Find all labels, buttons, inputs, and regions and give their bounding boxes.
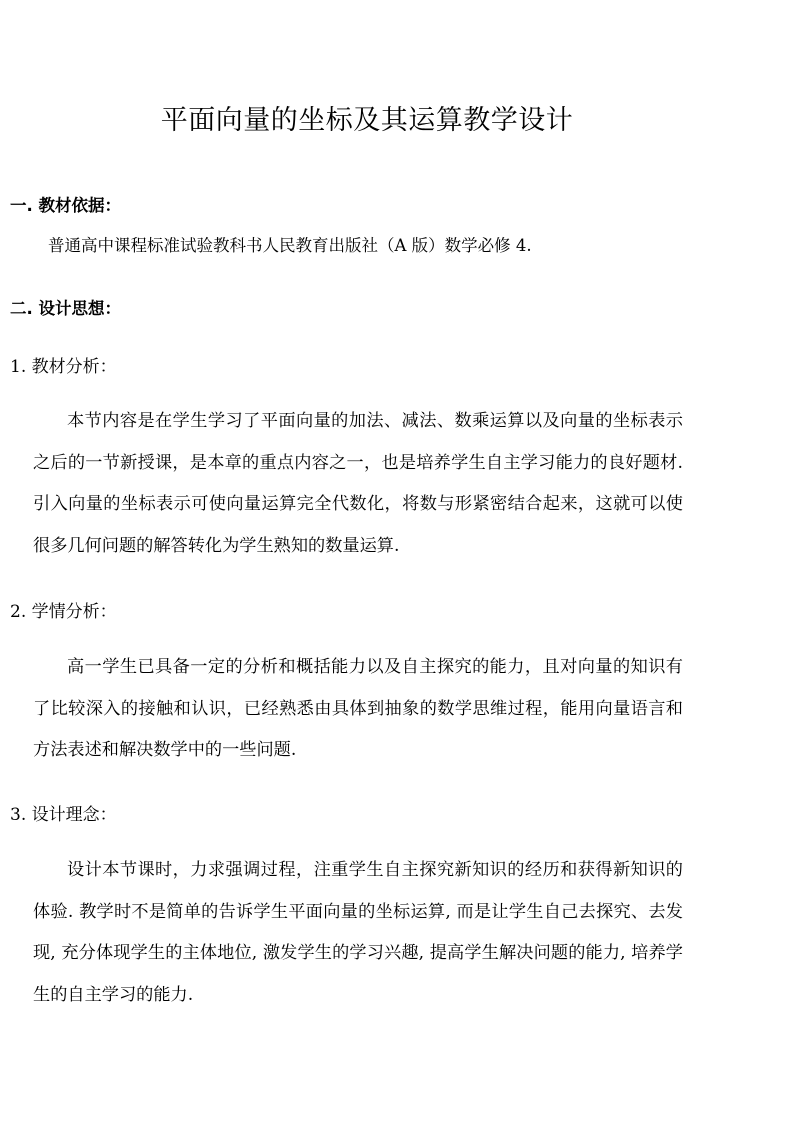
paragraph-textbook-analysis: 本节内容是在学生学习了平面向量的加法、减法、数乘运算以及向量的坐标表示之后的一节新授课，是本章的重点内容之一，也是培养学生自主学习能力的良好题材. 引入向量的坐标表示可使向量运算完全代数化，将数与形紧密结合起来，这就可以使很多几何问题的解答转化为学生熟知的数量运算.: [33, 411, 683, 556]
paragraph-design-philosophy: 设计本节课时，力求强调过程，注重学生自主探究新知识的经历和获得新知识的体验. 教学时不是简单的告诉学生平面向量的坐标运算, 而是让学生自己去探究、去发现, 充分体现学生的主体地位, 激发学生的学习兴趣, 提高学生解决问题的能力, 培养学生的自主学习的能力.: [33, 860, 683, 1005]
subheading-textbook-analysis: 1. 教材分析：: [10, 357, 117, 377]
section-heading-teaching-basis: 一. 教材依据：: [10, 196, 122, 215]
teaching-basis-text: 普通高中课程标准试验教科书人民教育出版社（A 版）数学必修 4.: [48, 236, 532, 255]
subheading-student-analysis: 2. 学情分析：: [10, 602, 117, 622]
subheading-design-philosophy: 3. 设计理念：: [10, 805, 117, 825]
document-title: 平面向量的坐标及其运算教学设计: [160, 105, 574, 136]
section-heading-design-thinking: 二. 设计思想：: [10, 299, 122, 318]
paragraph-student-analysis: 高一学生已具备一定的分析和概括能力以及自主探究的能力，且对向量的知识有了比较深入的接触和认识，已经熟悉由具体到抽象的数学思维过程，能用向量语言和方法表述和解决数学中的一些问题.: [33, 657, 683, 760]
